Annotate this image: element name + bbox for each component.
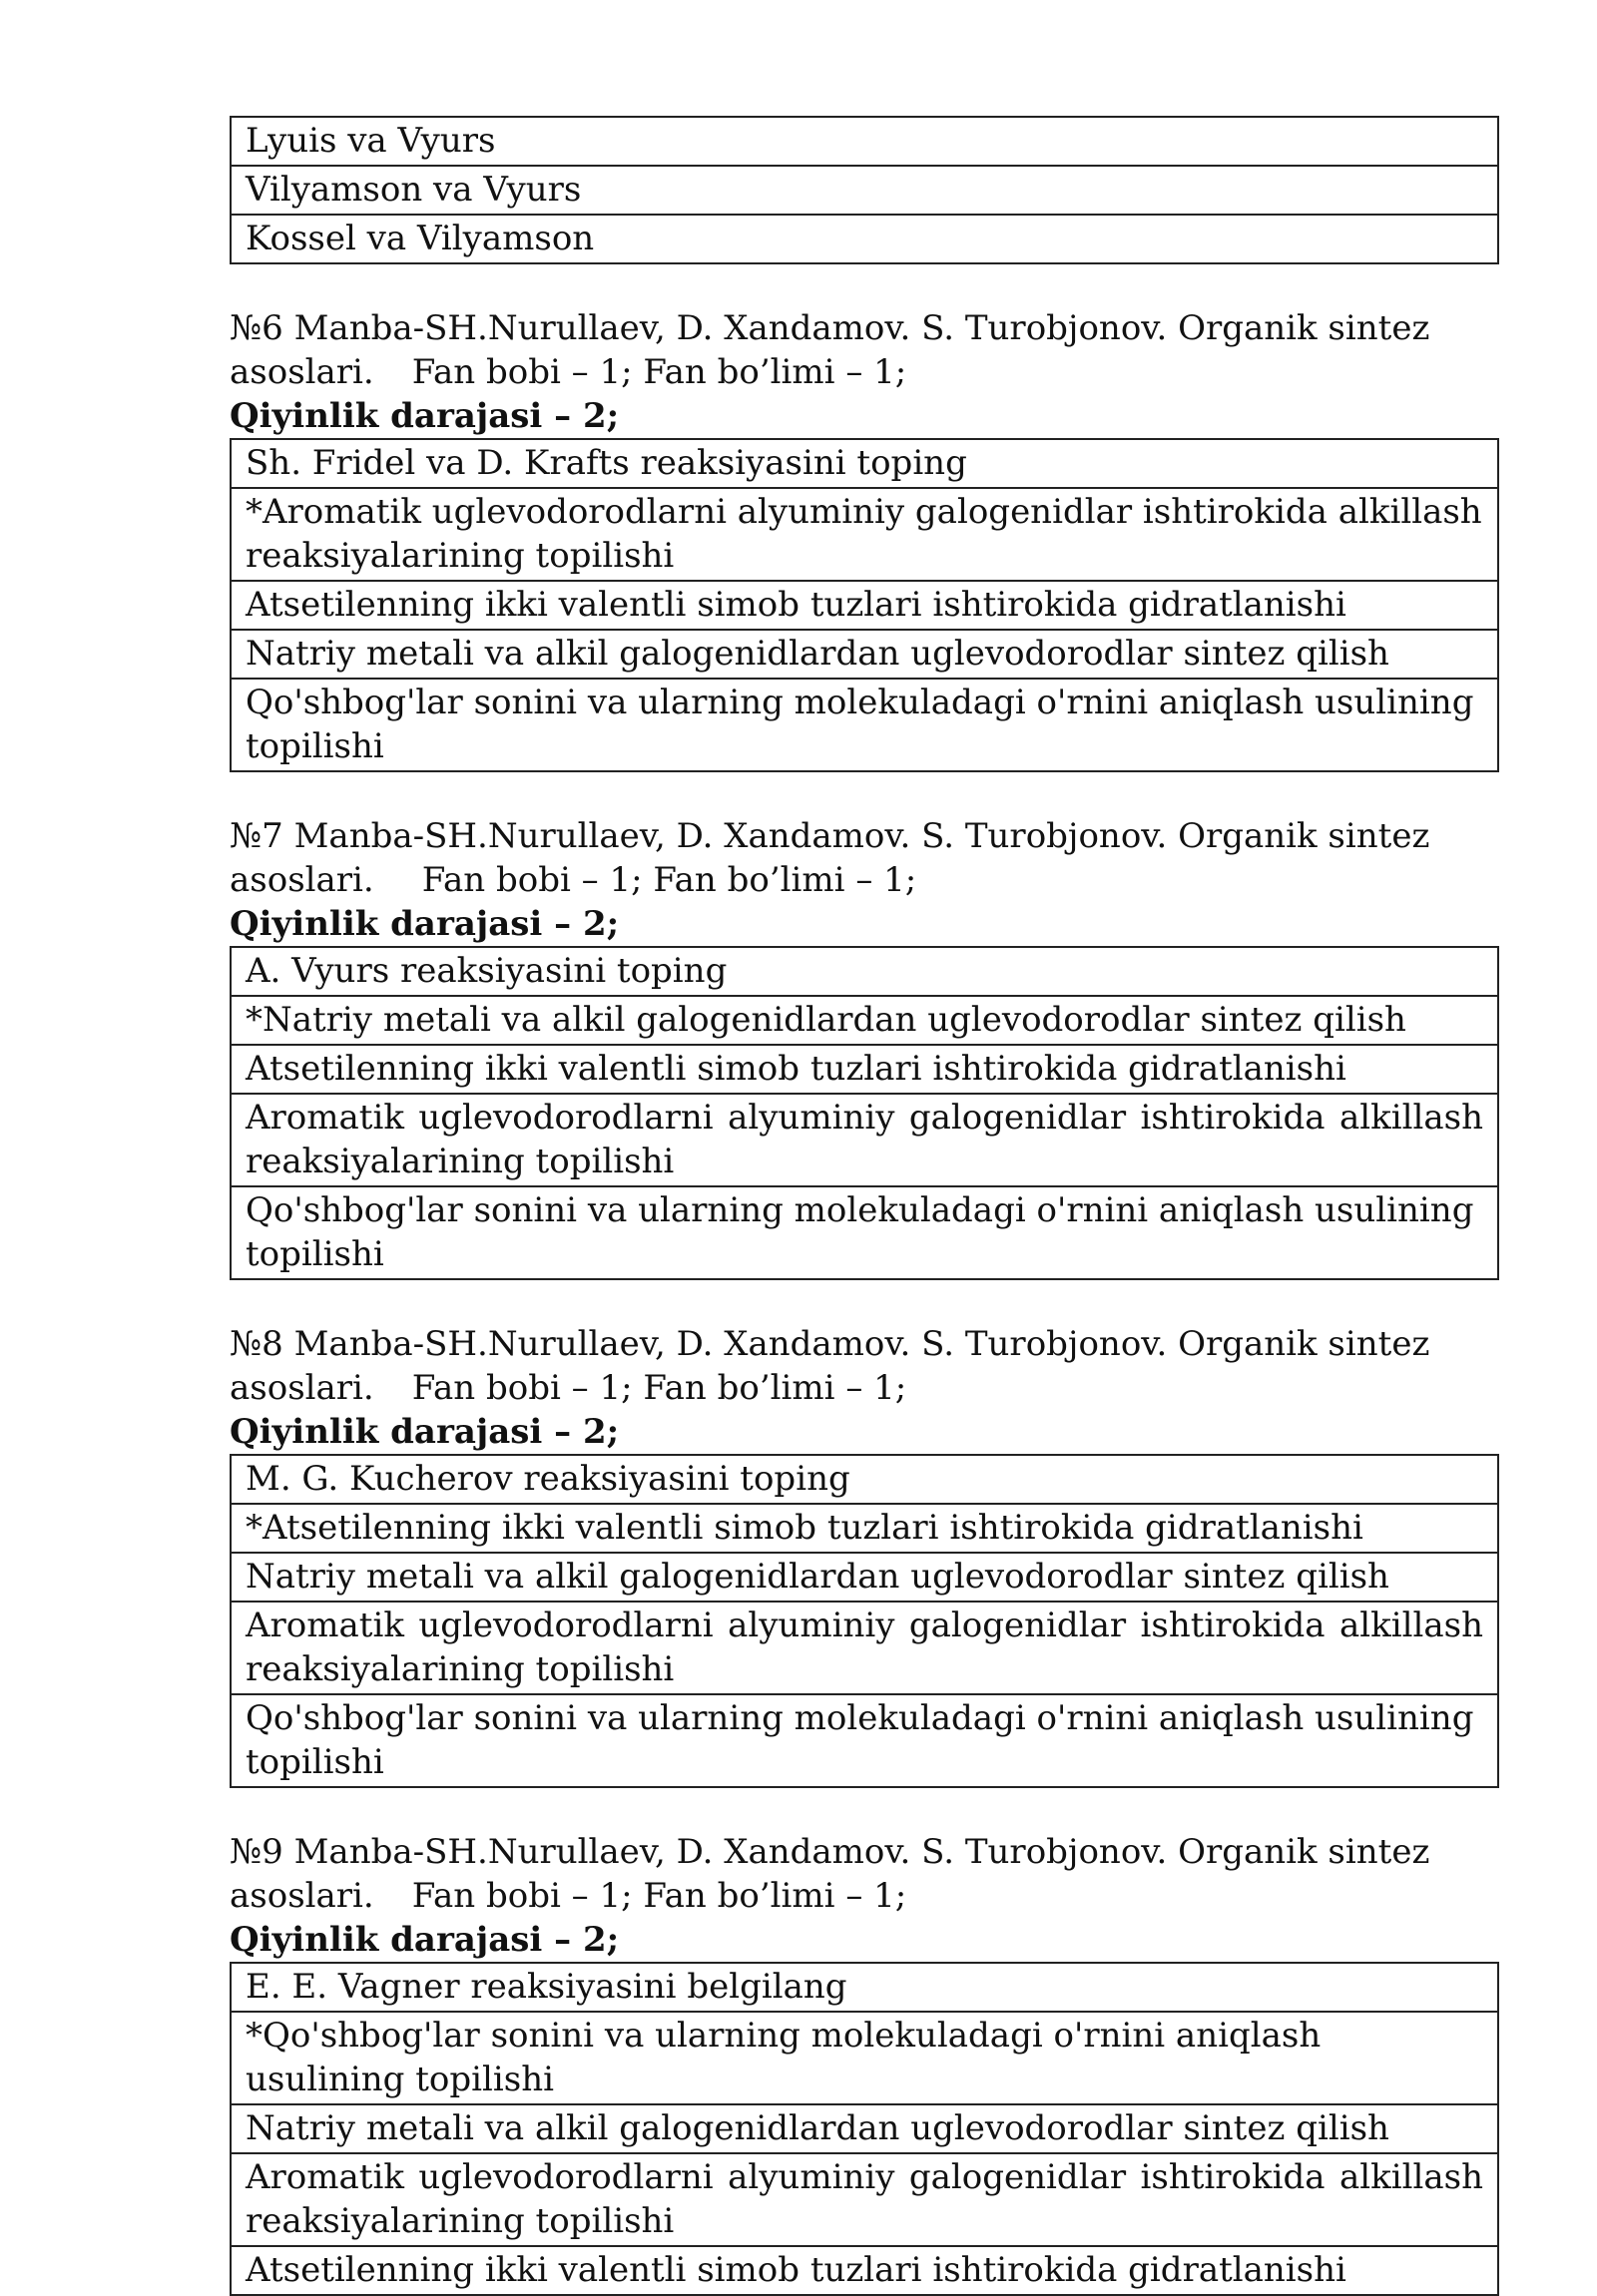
question-text: E. E. Vagner reaksiyasini belgilang (246, 1967, 847, 2007)
question-header (230, 814, 1499, 902)
answer-row: Aromatik uglevodorodlarni alyuminiy galogenidlar ishtirokida alkillash reaksiyalarining topilishi (232, 1093, 1497, 1185)
question-text: Sh. Fridel va D. Krafts reaksiyasini toping (246, 443, 967, 483)
question-text: M. G. Kucherov reaksiyasini toping (246, 1459, 850, 1499)
answer-row: Natriy metali va alkil galogenidlardan uglevodorodlar sintez qilish (232, 1552, 1497, 1601)
question-table (230, 946, 1499, 1280)
answer-row: Lyuis va Vyurs (246, 121, 496, 161)
answer-row: Natriy metali va alkil galogenidlardan uglevodorodlar sintez qilish (232, 629, 1497, 678)
answer-row: Kossel va Vilyamson (232, 214, 1497, 262)
answer-row: Qo'shbog'lar sonini va ularning molekuladagi o'rnini aniqlash usulining topilishi (232, 678, 1497, 770)
answer-row-correct: *Natriy metali va alkil galogenidlardan uglevodorodlar sintez qilish (232, 995, 1497, 1044)
question-source-line: №6 Manba-SH.Nurullaev, D. Xandamov. S. Turobjonov. Organik sintez (230, 308, 1430, 348)
question-table (230, 438, 1499, 772)
answer-row: Aromatik uglevodorodlarni alyuminiy galogenidlar ishtirokida alkillash reaksiyalarining topilishi (232, 2152, 1497, 2245)
difficulty-level: Qiyinlik darajasi – 2; (230, 1920, 620, 1960)
answer-row: Atsetilenning ikki valentli simob tuzlari ishtirokida gidratlanishi (232, 2245, 1497, 2294)
question-header (230, 1322, 1499, 1410)
difficulty-level: Qiyinlik darajasi – 2; (230, 904, 620, 944)
answer-table-prev (230, 116, 1499, 264)
difficulty-level: Qiyinlik darajasi – 2; (230, 396, 620, 436)
question-source-line: №7 Manba-SH.Nurullaev, D. Xandamov. S. Turobjonov. Organik sintez (230, 816, 1430, 856)
answer-row: Atsetilenning ikki valentli simob tuzlari ishtirokida gidratlanishi (232, 580, 1497, 629)
answer-row: Natriy metali va alkil galogenidlardan uglevodorodlar sintez qilish (232, 2103, 1497, 2152)
question-source-line-2: asoslari. Fan bobi – 1; Fan bo’limi – 1; (230, 860, 917, 900)
difficulty-level: Qiyinlik darajasi – 2; (230, 1412, 620, 1452)
question-text: A. Vyurs reaksiyasini toping (246, 951, 728, 991)
answer-row-correct: *Atsetilenning ikki valentli simob tuzlari ishtirokida gidratlanishi (232, 1503, 1497, 1552)
question-table (230, 1454, 1499, 1788)
answer-row-correct: *Aromatik uglevodorodlarni alyuminiy galogenidlar ishtirokida alkillash reaksiyalarining topilishi (232, 487, 1497, 580)
question-header (230, 1830, 1499, 1918)
answer-row: Qo'shbog'lar sonini va ularning molekuladagi o'rnini aniqlash usulining topilishi (232, 1185, 1497, 1278)
document-page (230, 116, 1499, 2296)
answer-row: Atsetilenning ikki valentli simob tuzlari ishtirokida gidratlanishi (232, 1044, 1497, 1093)
answer-row-correct: *Qo'shbog'lar sonini va ularning molekuladagi o'rnini aniqlash usulining topilishi (232, 2011, 1497, 2103)
question-source-line-2: asoslari. Fan bobi – 1; Fan bo’limi – 1; (230, 1876, 907, 1916)
question-header (230, 306, 1499, 394)
question-source-line-2: asoslari. Fan bobi – 1; Fan bo’limi – 1; (230, 1368, 907, 1408)
answer-row: Vilyamson va Vyurs (232, 165, 1497, 214)
question-source-line: №8 Manba-SH.Nurullaev, D. Xandamov. S. Turobjonov. Organik sintez (230, 1324, 1430, 1364)
question-table (230, 1962, 1499, 2296)
question-source-line-2: asoslari. Fan bobi – 1; Fan bo’limi – 1; (230, 352, 907, 392)
answer-row: Aromatik uglevodorodlarni alyuminiy galogenidlar ishtirokida alkillash reaksiyalarining topilishi (232, 1601, 1497, 1693)
question-source-line: №9 Manba-SH.Nurullaev, D. Xandamov. S. Turobjonov. Organik sintez (230, 1832, 1430, 1872)
answer-row: Qo'shbog'lar sonini va ularning molekuladagi o'rnini aniqlash usulining topilishi (232, 1693, 1497, 1786)
